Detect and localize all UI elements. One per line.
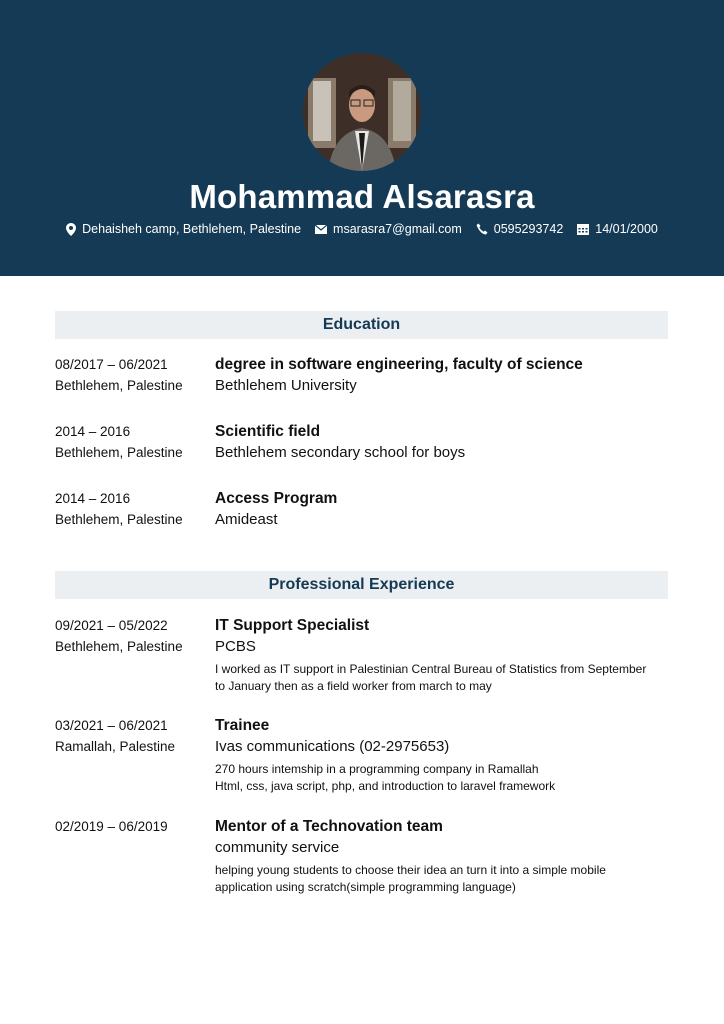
address-text: Dehaisheh camp, Bethlehem, Palestine <box>82 222 302 236</box>
resume-header <box>0 0 724 276</box>
location-pin-icon <box>66 223 76 236</box>
entry-description <box>215 862 670 896</box>
description-line: helping young students to choose their idea an turn it into a simple mobile <box>215 863 606 877</box>
contact-birthdate <box>577 222 658 236</box>
entry-dates: 2014 – 2016 <box>55 491 131 506</box>
contact-email[interactable] <box>315 222 462 236</box>
entry-description <box>215 761 670 795</box>
entry-dates: 02/2019 – 06/2019 <box>55 819 168 834</box>
description-line: I worked as IT support in Palestinian Central Bureau of Statistics from September <box>215 662 647 676</box>
profile-photo <box>303 53 421 171</box>
entry-title: Mentor of a Technovation team <box>215 818 443 835</box>
candidate-name: Mohammad Alsarasra <box>189 178 535 215</box>
contact-phone[interactable] <box>476 222 564 236</box>
entry-location: Bethlehem, Palestine <box>55 512 183 527</box>
entry-title: Access Program <box>215 490 338 507</box>
entry-description <box>215 661 670 695</box>
email-text[interactable]: msarasra7@gmail.com <box>333 222 462 236</box>
entry-organization: Ivas communications (02-2975653) <box>215 738 450 755</box>
entry-location: Bethlehem, Palestine <box>55 378 183 393</box>
entry-location: Bethlehem, Palestine <box>55 639 183 654</box>
section-heading-education: Education <box>55 311 668 339</box>
entry-organization: PCBS <box>215 638 256 655</box>
entry-organization: community service <box>215 839 340 856</box>
entry-location: Bethlehem, Palestine <box>55 445 183 460</box>
entry-dates: 2014 – 2016 <box>55 424 131 439</box>
phone-icon <box>476 223 488 235</box>
entry-organization: Bethlehem secondary school for boys <box>215 444 466 461</box>
entry-organization: Bethlehem University <box>215 377 357 394</box>
entry-dates: 08/2017 – 06/2021 <box>55 357 168 372</box>
description-line: to January then as a field worker from march to may <box>215 679 492 693</box>
envelope-icon <box>315 225 327 234</box>
calendar-icon <box>577 223 589 235</box>
description-line: application using scratch(simple programming language) <box>215 880 516 894</box>
entry-dates: 09/2021 – 05/2022 <box>55 618 168 633</box>
section-heading-experience: Professional Experience <box>55 571 668 599</box>
entry-title: degree in software engineering, faculty of science <box>215 356 583 373</box>
phone-text[interactable]: 0595293742 <box>493 222 564 236</box>
description-line: Html, css, java script, php, and introduction to laravel framework <box>215 779 556 793</box>
contact-info <box>0 222 724 236</box>
entry-dates: 03/2021 – 06/2021 <box>55 718 168 733</box>
contact-location <box>66 222 301 236</box>
description-line: 270 hours intemship in a programming company in Ramallah <box>215 762 539 776</box>
entry-organization: Amideast <box>215 511 278 528</box>
entry-title: Trainee <box>215 717 270 734</box>
entry-title: Scientific field <box>215 423 321 440</box>
birthdate-text: 14/01/2000 <box>595 222 658 236</box>
entry-location: Ramallah, Palestine <box>55 739 176 754</box>
entry-title: IT Support Specialist <box>215 617 370 634</box>
